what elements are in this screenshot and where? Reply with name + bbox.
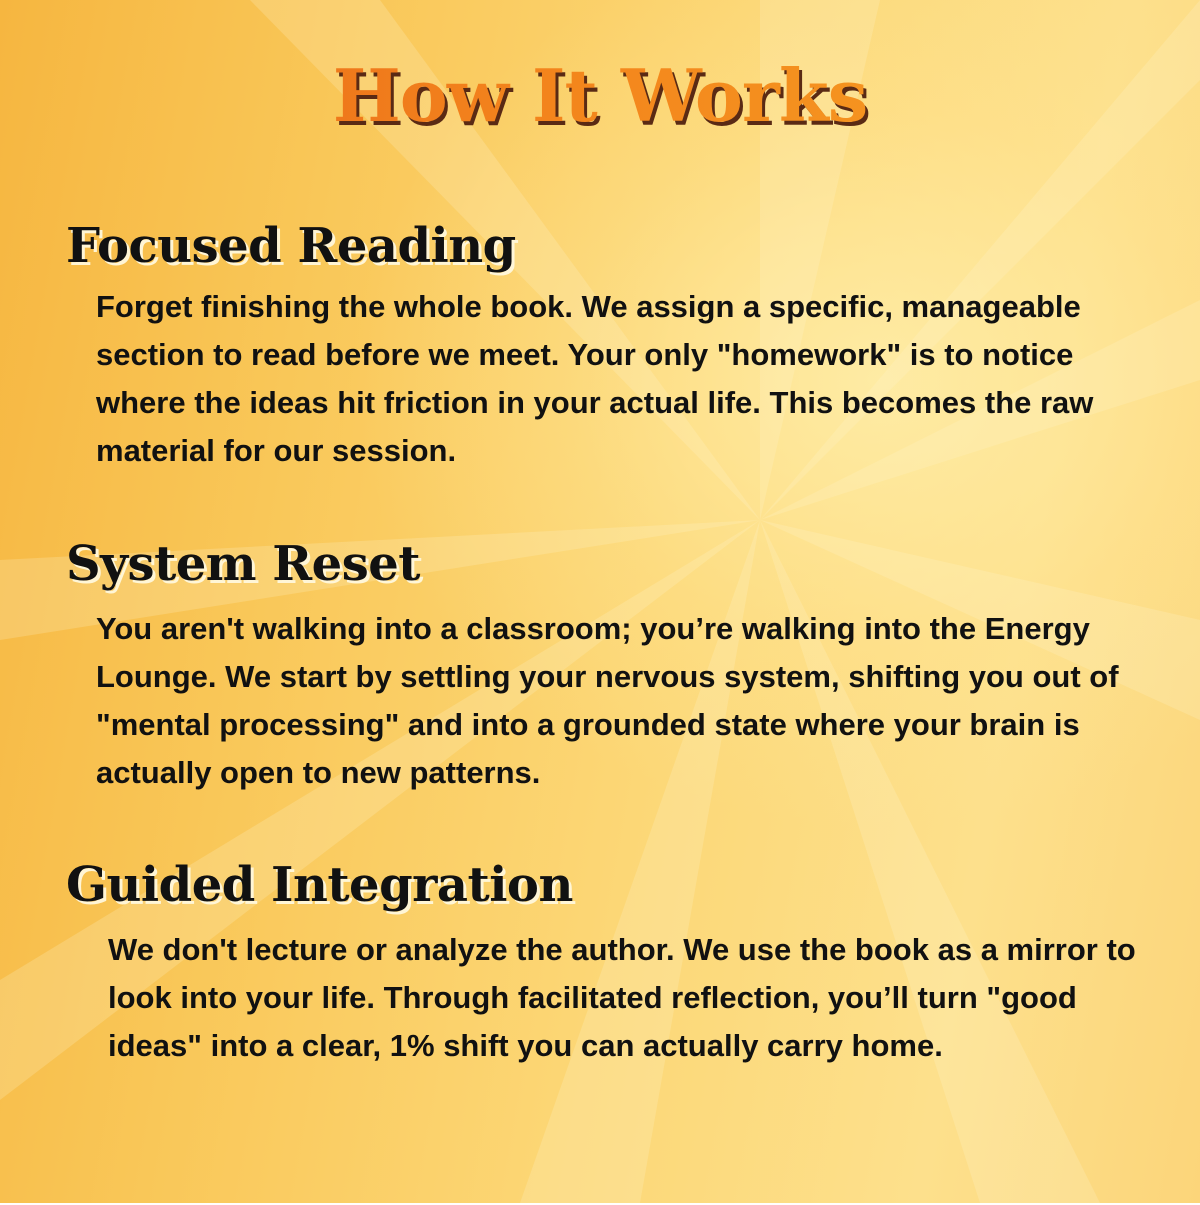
section-body-system-reset: You aren't walking into a classroom; you’re walking into the Energy Lounge. We start by settling your nervous system, shifting you out of "mental processing" and into a grounded state where your brain is actually open to new patterns. (96, 611, 1119, 790)
section-title-guided-integration: Guided Integration (66, 857, 573, 913)
section-body-guided-integration: We don't lecture or analyze the author. We use the book as a mirror to look into your life. Through facilitated reflection, you’ll turn "good ideas" into a clear, 1% shift you can actually carry home. (108, 932, 1136, 1063)
page-title: How It Works (0, 60, 1200, 132)
section-body-focused-reading: Forget finishing the whole book. We assign a specific, manageable section to read before we meet. Your only "homework" is to notice where the ideas hit friction in your actual life. This becomes the raw material for our session. (96, 289, 1094, 468)
section-title-focused-reading: Focused Reading (66, 218, 516, 274)
section-title-system-reset: System Reset (66, 536, 420, 592)
